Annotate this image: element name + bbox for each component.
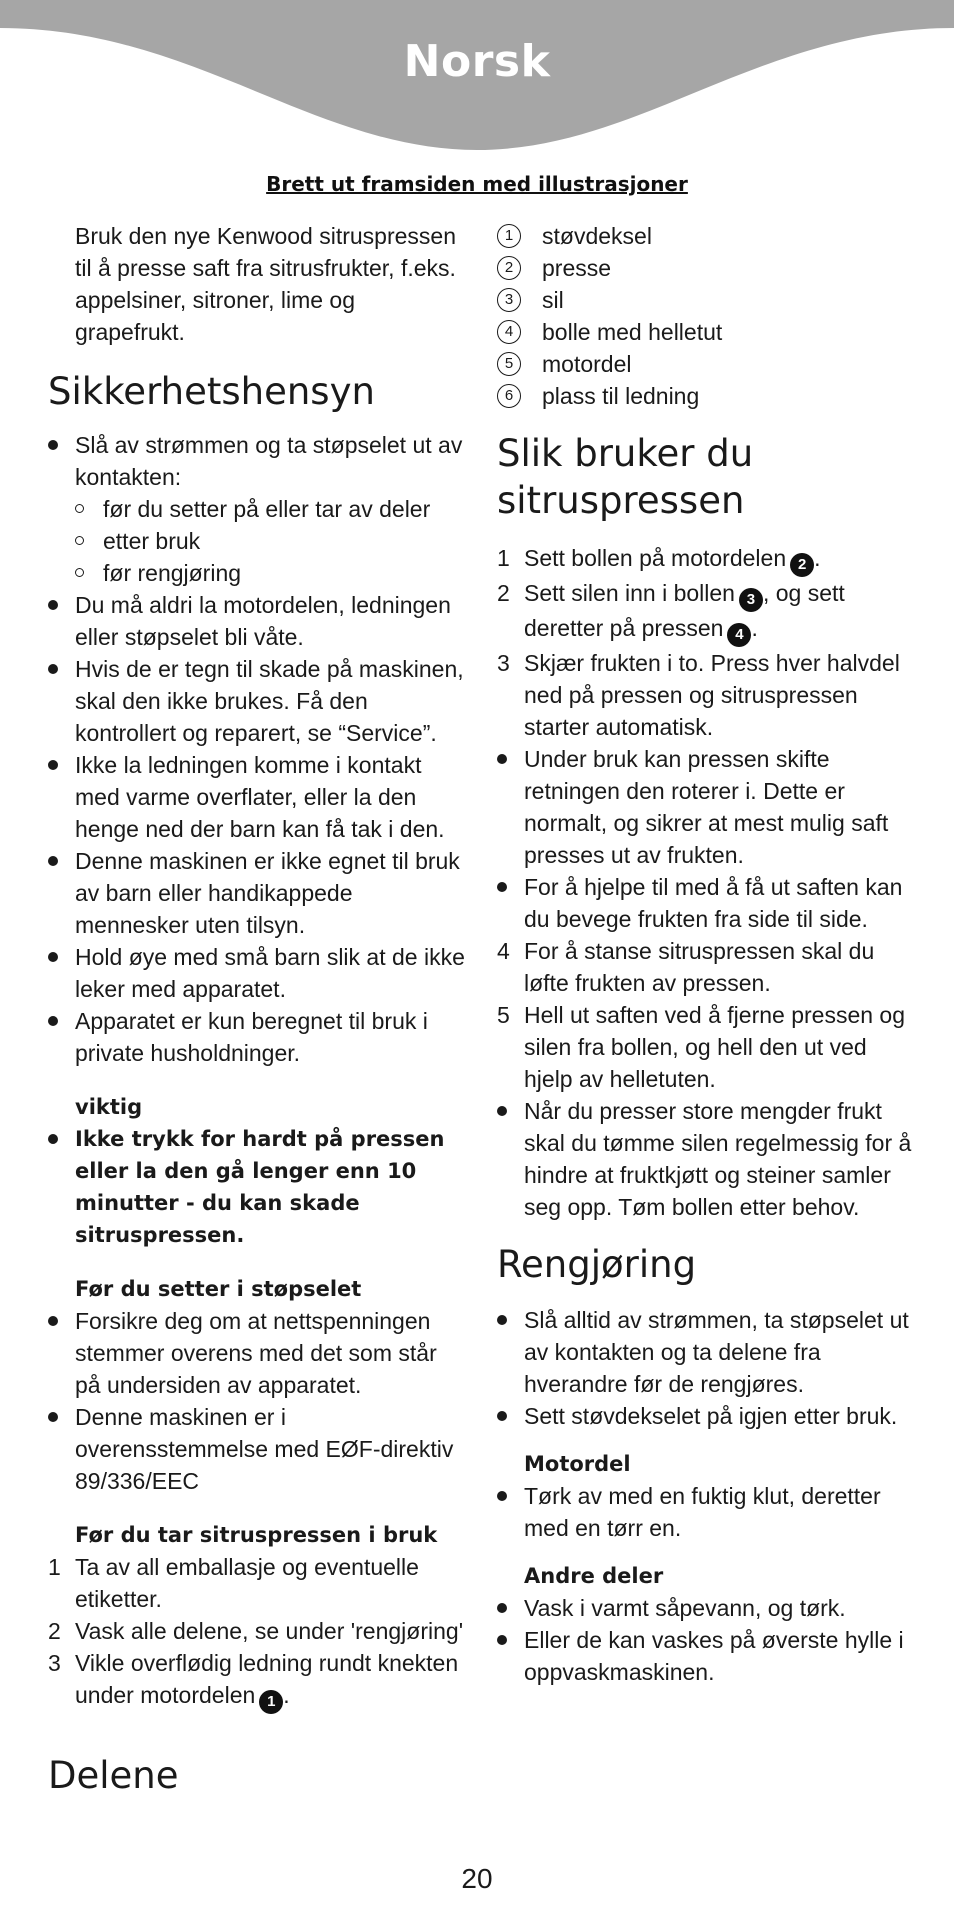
safety-subitem: før rengjøring — [48, 557, 468, 589]
part-item — [497, 252, 917, 284]
before-use-step — [48, 1615, 468, 1647]
motor-list — [497, 1480, 917, 1544]
step-text: Skjær frukten i to. Press hver halvdel ned på pressen og sitruspressen starter automatisk. — [524, 650, 900, 740]
before-use-step — [48, 1551, 468, 1615]
safety-heading: Sikkerhetshensyn — [48, 370, 375, 413]
cleaning-list — [497, 1304, 917, 1432]
important-item: Ikke trykk for hardt på pressen eller la den gå lenger enn 10 minutter - du kan skade sitruspressen. — [48, 1123, 468, 1251]
step-number: 5 — [497, 1002, 510, 1028]
step-number: 2 — [497, 580, 510, 606]
unfold-note: Brett ut framsiden med illustrasjoner — [266, 172, 688, 196]
figure-ref-icon: 3 — [739, 588, 763, 612]
part-item — [497, 220, 917, 252]
part-label: presse — [542, 255, 612, 281]
part-label: bolle med helletut — [542, 319, 723, 345]
figure-ref-icon: 4 — [727, 623, 751, 647]
step-text: For å stanse sitruspressen skal du løfte frukten av pressen. — [524, 938, 875, 996]
usage-list — [497, 542, 917, 1223]
before-use-heading: Før du tar sitruspressen i bruk — [75, 1523, 438, 1547]
safety-item: Denne maskinen er ikke egnet til bruk av barn eller handikappede mennesker uten tilsyn. — [48, 845, 468, 941]
other-parts-heading: Andre deler — [524, 1564, 664, 1588]
before-plug-list — [48, 1305, 468, 1497]
number-circle-icon: 1 — [497, 224, 521, 248]
step-text-tail: , og sett deretter på pressen — [524, 580, 845, 641]
before-plug-item: Forsikre deg om at nettspenningen stemmer overens med det som står på undersiden av apparatet. — [48, 1305, 468, 1401]
motor-heading: Motordel — [524, 1452, 631, 1476]
important-heading: viktig — [75, 1095, 143, 1119]
before-plug-heading: Før du setter i støpselet — [75, 1277, 362, 1301]
part-item — [497, 284, 917, 316]
cleaning-item: Slå alltid av strømmen, ta støpselet ut av kontakten og ta delene fra hverandre før de rengjøres. — [497, 1304, 917, 1400]
part-label: plass til ledning — [542, 383, 700, 409]
number-circle-icon: 2 — [497, 256, 521, 280]
usage-step — [497, 647, 917, 743]
cleaning-heading: Rengjøring — [497, 1243, 697, 1286]
step-number: 3 — [48, 1650, 61, 1676]
usage-note: Når du presser store mengder frukt skal du tømme silen regelmessig for å hindre at fruktkjøtt og steiner samler seg opp. Tøm bollen etter behov. — [497, 1095, 917, 1223]
step-number: 4 — [497, 938, 510, 964]
step-text-tail: . — [751, 615, 758, 641]
step-text-tail: . — [814, 545, 821, 571]
part-label: sil — [542, 287, 564, 313]
important-list — [48, 1123, 468, 1251]
page-number: 20 — [461, 1863, 493, 1894]
part-label: støvdeksel — [542, 223, 652, 249]
safety-item: Apparatet er kun beregnet til bruk i private husholdninger. — [48, 1005, 468, 1069]
step-text: Sett silen inn i bollen — [524, 580, 735, 606]
step-text: Sett bollen på motordelen — [524, 545, 787, 571]
safety-item: Ikke la ledningen komme i kontakt med varme overflater, eller la den henge ned der barn kan få tak i den. — [48, 749, 468, 845]
number-circle-icon: 4 — [497, 320, 521, 344]
figure-ref-icon: 2 — [790, 553, 814, 577]
other-parts-item: Vask i varmt såpevann, og tørk. — [497, 1592, 917, 1624]
number-circle-icon: 5 — [497, 352, 521, 376]
figure-ref-icon: 1 — [259, 1690, 283, 1714]
number-circle-icon: 6 — [497, 384, 521, 408]
usage-heading: Slik bruker du sitruspressen — [497, 432, 754, 522]
cleaning-item: Sett støvdekselet på igjen etter bruk. — [497, 1400, 917, 1432]
parts-heading: Delene — [48, 1754, 179, 1797]
part-item — [497, 348, 917, 380]
step-number: 1 — [497, 545, 510, 571]
other-parts-item: Eller de kan vaskes på øverste hylle i oppvaskmaskinen. — [497, 1624, 917, 1688]
right-column — [497, 220, 917, 1688]
step-text: Vask alle delene, se under 'rengjøring' — [75, 1618, 464, 1644]
step-text: Hell ut saften ved å fjerne pressen og silen fra bollen, og hell den ut ved hjelp av helletuten. — [524, 1002, 906, 1092]
part-label: motordel — [542, 351, 632, 377]
intro-paragraph: Bruk den nye Kenwood sitruspressen til å presse saft fra sitrusfrukter, f.eks. appelsiner, sitroner, lime og grapefrukt. — [75, 223, 456, 345]
safety-item: Slå av strømmen og ta støpselet ut av kontakten: — [48, 429, 468, 493]
step-number: 2 — [48, 1618, 61, 1644]
usage-step — [497, 935, 917, 999]
other-parts-list — [497, 1592, 917, 1688]
parts-list — [497, 220, 917, 412]
before-use-list — [48, 1551, 468, 1714]
motor-item: Tørk av med en fuktig klut, deretter med en tørr en. — [497, 1480, 917, 1544]
usage-note: Under bruk kan pressen skifte retningen den roterer i. Dette er normalt, og sikrer at mest mulig saft presses ut av frukten. — [497, 743, 917, 871]
safety-item: Du må aldri la motordelen, ledningen eller støpselet bli våte. — [48, 589, 468, 653]
safety-subitem: før du setter på eller tar av deler — [48, 493, 468, 525]
usage-step — [497, 999, 917, 1095]
page-title: Norsk — [403, 36, 551, 87]
before-plug-item: Denne maskinen er i overensstemmelse med EØF-direktiv 89/336/EEC — [48, 1401, 468, 1497]
before-use-step: 3 Vikle overflødig ledning rundt knekten under motordelen 1 . — [48, 1647, 468, 1714]
left-column — [48, 220, 468, 1714]
usage-step — [497, 577, 917, 647]
step-number: 3 — [497, 650, 510, 676]
step-text: Vikle overflødig ledning rundt knekten under motordelen — [75, 1650, 459, 1708]
safety-subitem: etter bruk — [48, 525, 468, 557]
part-item — [497, 380, 917, 412]
part-item — [497, 316, 917, 348]
usage-note: For å hjelpe til med å få ut saften kan du bevege frukten fra side til side. — [497, 871, 917, 935]
safety-item: Hvis de er tegn til skade på maskinen, skal den ikke brukes. Få den kontrollert og reparert, se “Service”. — [48, 653, 468, 749]
parts-heading-block — [48, 1752, 468, 1799]
usage-step — [497, 542, 917, 577]
number-circle-icon: 3 — [497, 288, 521, 312]
safety-list — [48, 429, 468, 1069]
step-text: Ta av all emballasje og eventuelle etiketter. — [75, 1554, 419, 1612]
safety-item: Hold øye med små barn slik at de ikke leker med apparatet. — [48, 941, 468, 1005]
step-number: 1 — [48, 1554, 61, 1580]
